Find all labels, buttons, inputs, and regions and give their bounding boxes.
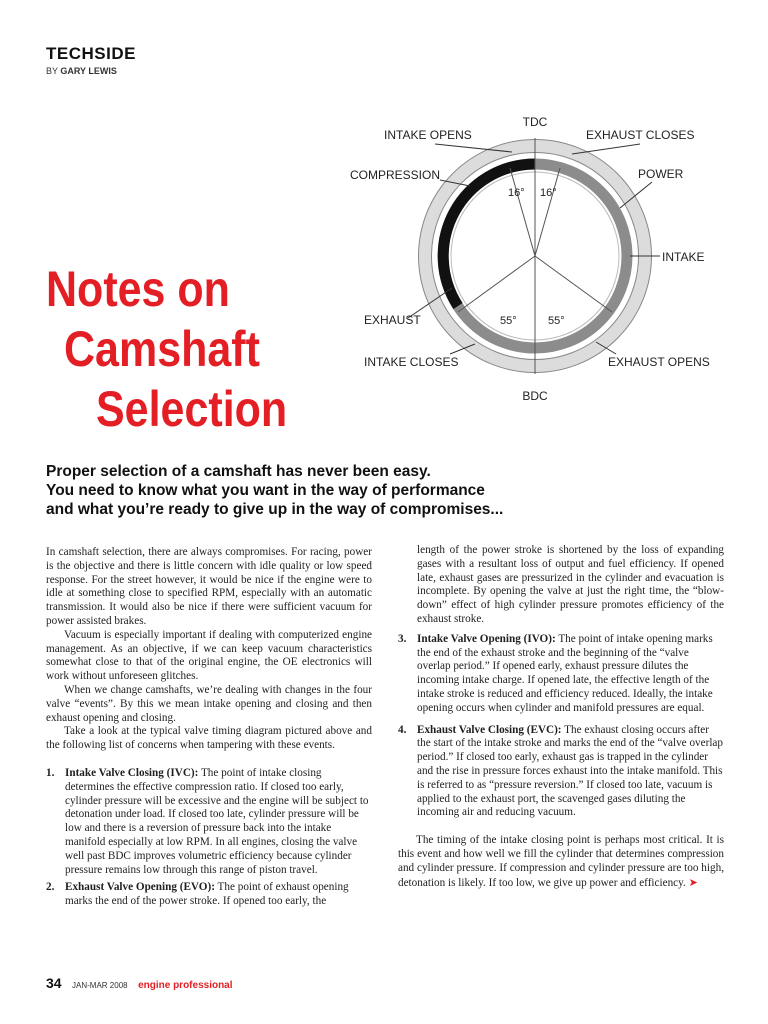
label-exhaust-opens: EXHAUST OPENS — [608, 355, 710, 369]
list-text: The exhaust closing occurs after the start of the intake stroke and marks the end of the “valve overlap period.” If closed too early, exhaust gas is trapped in the cylinder and the rise in pressure forces exhaust into the intake manifold. This is referred to as “pressure reversion.” If closed too late, vacuum is applied to the exhaust port, the scavenged gases diluting the incoming air and reducing vacuum. — [417, 723, 723, 819]
list-term: Exhaust Valve Closing — [417, 723, 524, 736]
deg-bottom-right: 55° — [548, 315, 565, 327]
valve-timing-svg — [340, 108, 720, 418]
deck — [46, 462, 726, 519]
line-16-right — [535, 168, 560, 256]
deck-line-1: Proper selection of a camshaft has never been easy. — [46, 463, 431, 480]
deck-line-3: and what you’re ready to give up in the way of compromises... — [46, 501, 504, 518]
line-55-left — [458, 256, 535, 312]
label-exhaust: EXHAUST — [364, 313, 421, 327]
byline-prefix: BY — [46, 66, 58, 76]
deck-line-2: You need to know what you want in the way of performance — [46, 482, 485, 499]
list-term: Intake Valve Opening — [417, 632, 521, 645]
deg-bottom-left: 55° — [500, 315, 517, 327]
list-text: The point of intake closing determines the effective compression ratio. If closed too early, cylinder pressure will be excessive and the engine will be subject to detonation under load. If closed too late, cylinder pressure will be low and there is a reversion of pressure back into the intake manifold especially at low RPM. In all engines, closing the valve well past BDC improves volumetric efficiency because cylinder pressure remains low through this range of piston travel. — [65, 766, 369, 876]
headline-line-2: Camshaft — [64, 321, 260, 377]
headline-line-3: Selection — [96, 381, 288, 437]
evo-continuation: length of the power stroke is shortened by the loss of expanding gases with a resultant loss of output and fuel efficiency. If opened late, exhaust gases are pressurized in the cylinder and evacuation is incomplete. By opening the valve at just the right time, the “blow-down” effect of high cylinder pressure promotes efficiency of the exhaust stroke. — [417, 544, 724, 625]
page-number: 34 — [46, 975, 62, 991]
end-mark-icon: ➤ — [688, 875, 698, 889]
list-abbr: (IVC): — [166, 766, 199, 779]
list-abbr: (EVC): — [526, 723, 562, 736]
list-term: Intake Valve Closing — [65, 766, 164, 779]
list-abbr: (EVO): — [179, 881, 215, 894]
list-number: 4. — [398, 723, 407, 736]
valve-timing-diagram — [340, 108, 720, 418]
column-left — [46, 546, 372, 913]
vacuum-paragraph: Vacuum is especially important if dealing with computerized engine management. As an objective, if we can keep vacuum characteristics somewhat close to that of the original engine, the OE electronics will work without unforeseen glitches. — [46, 628, 372, 683]
list-number: 2. — [46, 881, 55, 894]
column-right — [398, 544, 724, 890]
label-power: POWER — [638, 167, 684, 181]
intro-paragraph: In camshaft selection, there are always compromises. For racing, power is the objective and there is little concern with idle quality or low speed response. For the street however, it would be nice if the engine were to idle at something close to specified RPM, especially with an automatic transmission. It would also be nice if there were sufficient vacuum for power assisted brakes. — [46, 546, 372, 627]
diagram-reference-paragraph: Take a look at the typical valve timing diagram pictured above and the following list of concerns when tampering with these events. — [46, 725, 372, 752]
label-intake-closes: INTAKE CLOSES — [364, 355, 459, 369]
closing-text: The timing of the intake closing point is perhaps most critical. It is this event and how well we fill the cylinder that determines compression and cylinder pressure. If compression and cylinder pressure are too high, detonation is likely. If too low, we give up power and efficiency. — [398, 834, 724, 889]
valve-events-list-1 — [46, 767, 372, 909]
label-tdc: TDC — [522, 115, 548, 129]
magazine-name: engine professional — [138, 980, 233, 991]
headline-line-1: Notes on — [46, 261, 230, 317]
list-item-ivc — [46, 767, 372, 877]
events-paragraph: When we change camshafts, we’re dealing with changes in the four valve “events”. By this we mean intake opening and closing and then exhaust opening and closing. — [46, 683, 372, 724]
list-number: 1. — [46, 766, 55, 779]
issue-date: JAN-MAR 2008 — [72, 981, 128, 990]
label-intake-opens: INTAKE OPENS — [384, 128, 472, 142]
list-text: The point of intake opening marks the end of the exhaust stroke and the beginning of the “valve overlap period.” If opened early, exhaust pressure dilutes the incoming intake charge. If opened late, the effective length of the intake stroke is reduced and efficiency reduced. Ideally, the intake opening occurs when cylinder and manifold pressures are equal. — [417, 632, 713, 714]
label-exhaust-closes: EXHAUST CLOSES — [586, 128, 695, 142]
list-item-evo — [46, 881, 372, 909]
byline — [46, 66, 117, 76]
valve-events-list-2 — [398, 633, 724, 820]
label-intake: INTAKE — [662, 250, 705, 264]
section-title: TECHSIDE — [46, 44, 136, 63]
line-16-left — [510, 168, 535, 256]
list-abbr: (IVO): — [523, 632, 556, 645]
byline-author: GARY LEWIS — [60, 66, 117, 76]
list-term: Exhaust Valve Opening — [65, 881, 177, 894]
list-text: The point of exhaust opening marks the end of the power stroke. If opened too early, the — [65, 881, 349, 908]
list-item-ivo — [398, 633, 724, 716]
list-item-evc — [398, 724, 724, 821]
closing-paragraph — [398, 834, 724, 890]
page-footer — [46, 975, 233, 993]
deg-top-right: 16° — [540, 187, 557, 199]
deg-top-left: 16° — [508, 187, 525, 199]
line-55-right — [535, 256, 612, 312]
label-compression: COMPRESSION — [350, 168, 441, 182]
list-number: 3. — [398, 632, 407, 645]
label-bdc: BDC — [522, 389, 548, 403]
